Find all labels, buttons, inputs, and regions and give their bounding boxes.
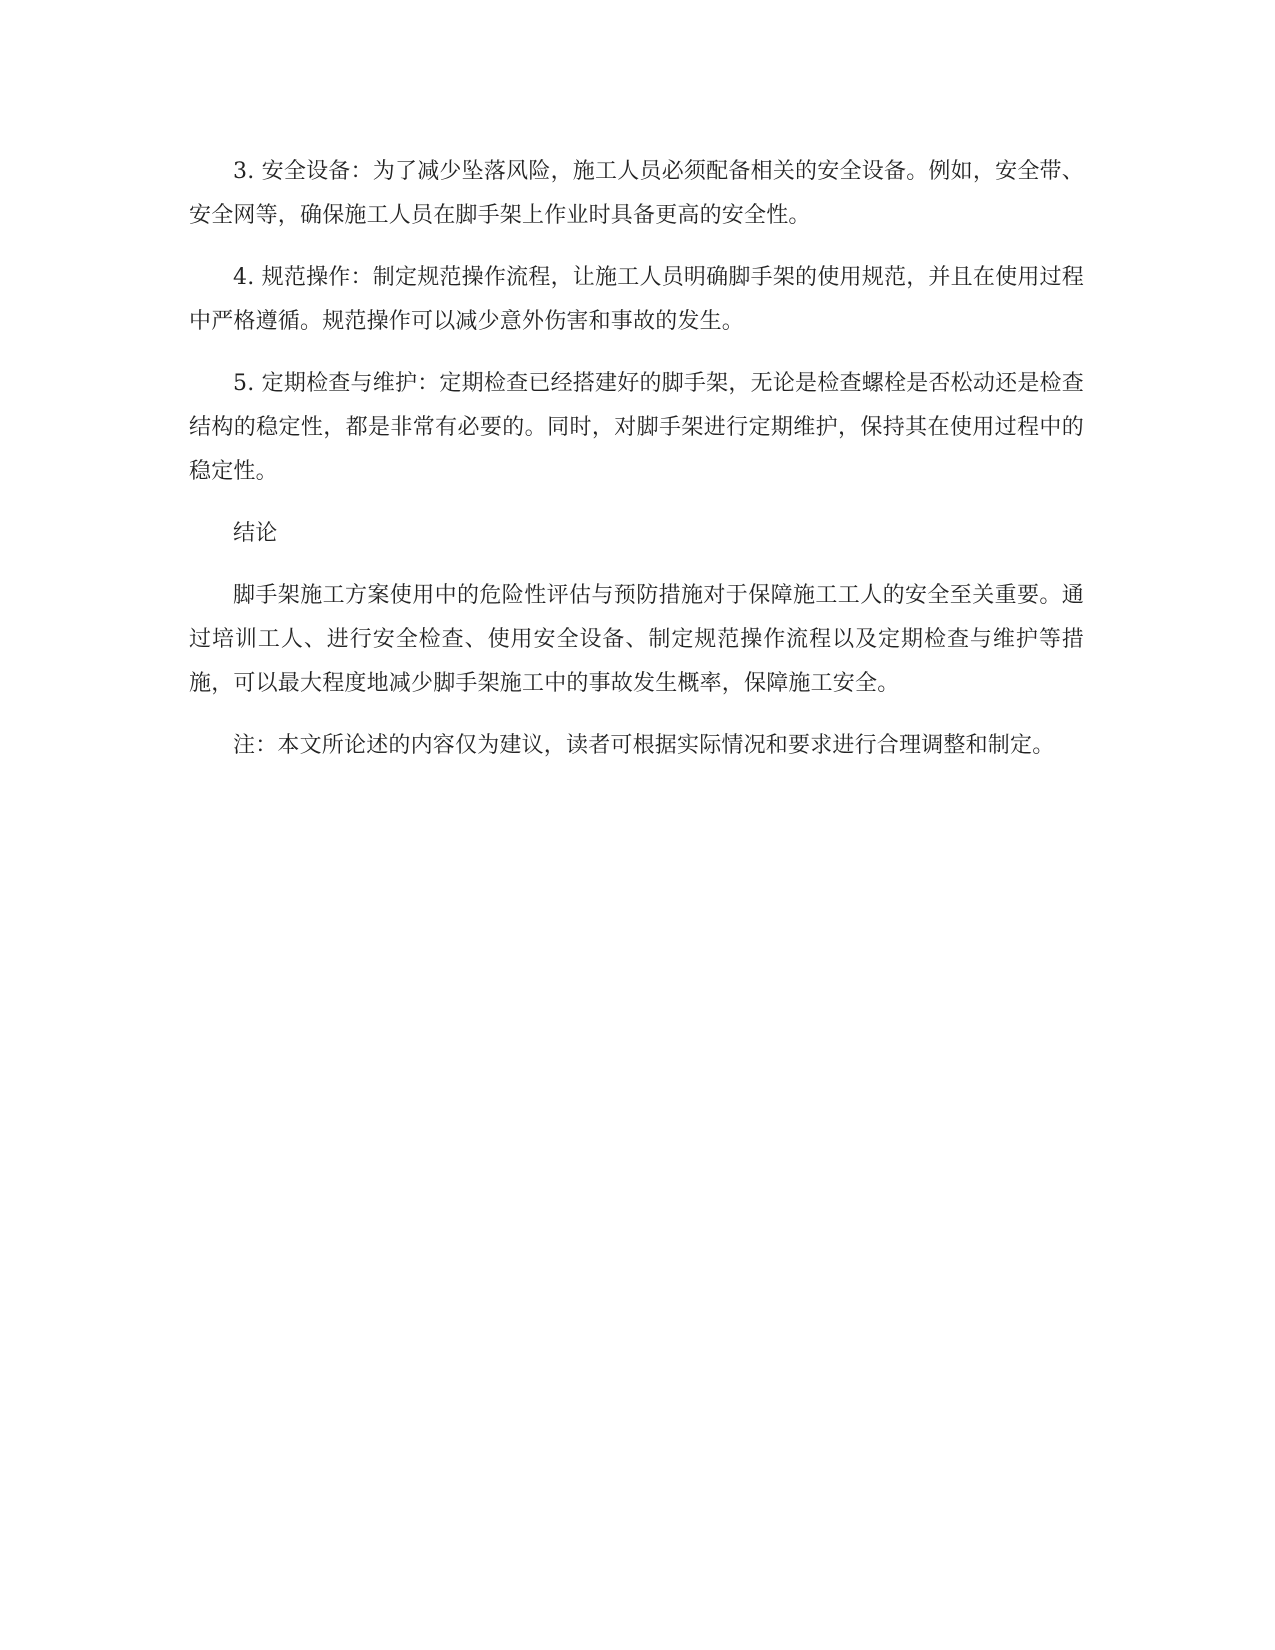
paragraph-note: 注：本文所论述的内容仅为建议，读者可根据实际情况和要求进行合理调整和制定。 — [233, 733, 1055, 758]
section-heading-conclusion: 结论 — [233, 521, 278, 546]
paragraph-inspection-maintenance: 5. 定期检查与维护：定期检查已经搭建好的脚手架，无论是检查螺栓是否松动还是检查结构的稳定性，都是非常有必要的。同时，对脚手架进行定期维护，保持其在使用过程中的稳定性。 — [189, 371, 1084, 484]
paragraph-standard-operation: 4. 规范操作：制定规范操作流程，让施工人员明确脚手架的使用规范，并且在使用过程中严格遵循。规范操作可以减少意外伤害和事故的发生。 — [189, 265, 1084, 334]
paragraph-safety-equipment: 3. 安全设备：为了减少坠落风险，施工人员必须配备相关的安全设备。例如，安全带、安全网等，确保施工人员在脚手架上作业时具备更高的安全性。 — [189, 159, 1084, 228]
document-body — [189, 150, 1084, 786]
paragraph-conclusion: 脚手架施工方案使用中的危险性评估与预防措施对于保障施工工人的安全至关重要。通过培训工人、进行安全检查、使用安全设备、制定规范操作流程以及定期检查与维护等措施，可以最大程度地减少脚手架施工中的事故发生概率，保障施工安全。 — [189, 583, 1084, 696]
